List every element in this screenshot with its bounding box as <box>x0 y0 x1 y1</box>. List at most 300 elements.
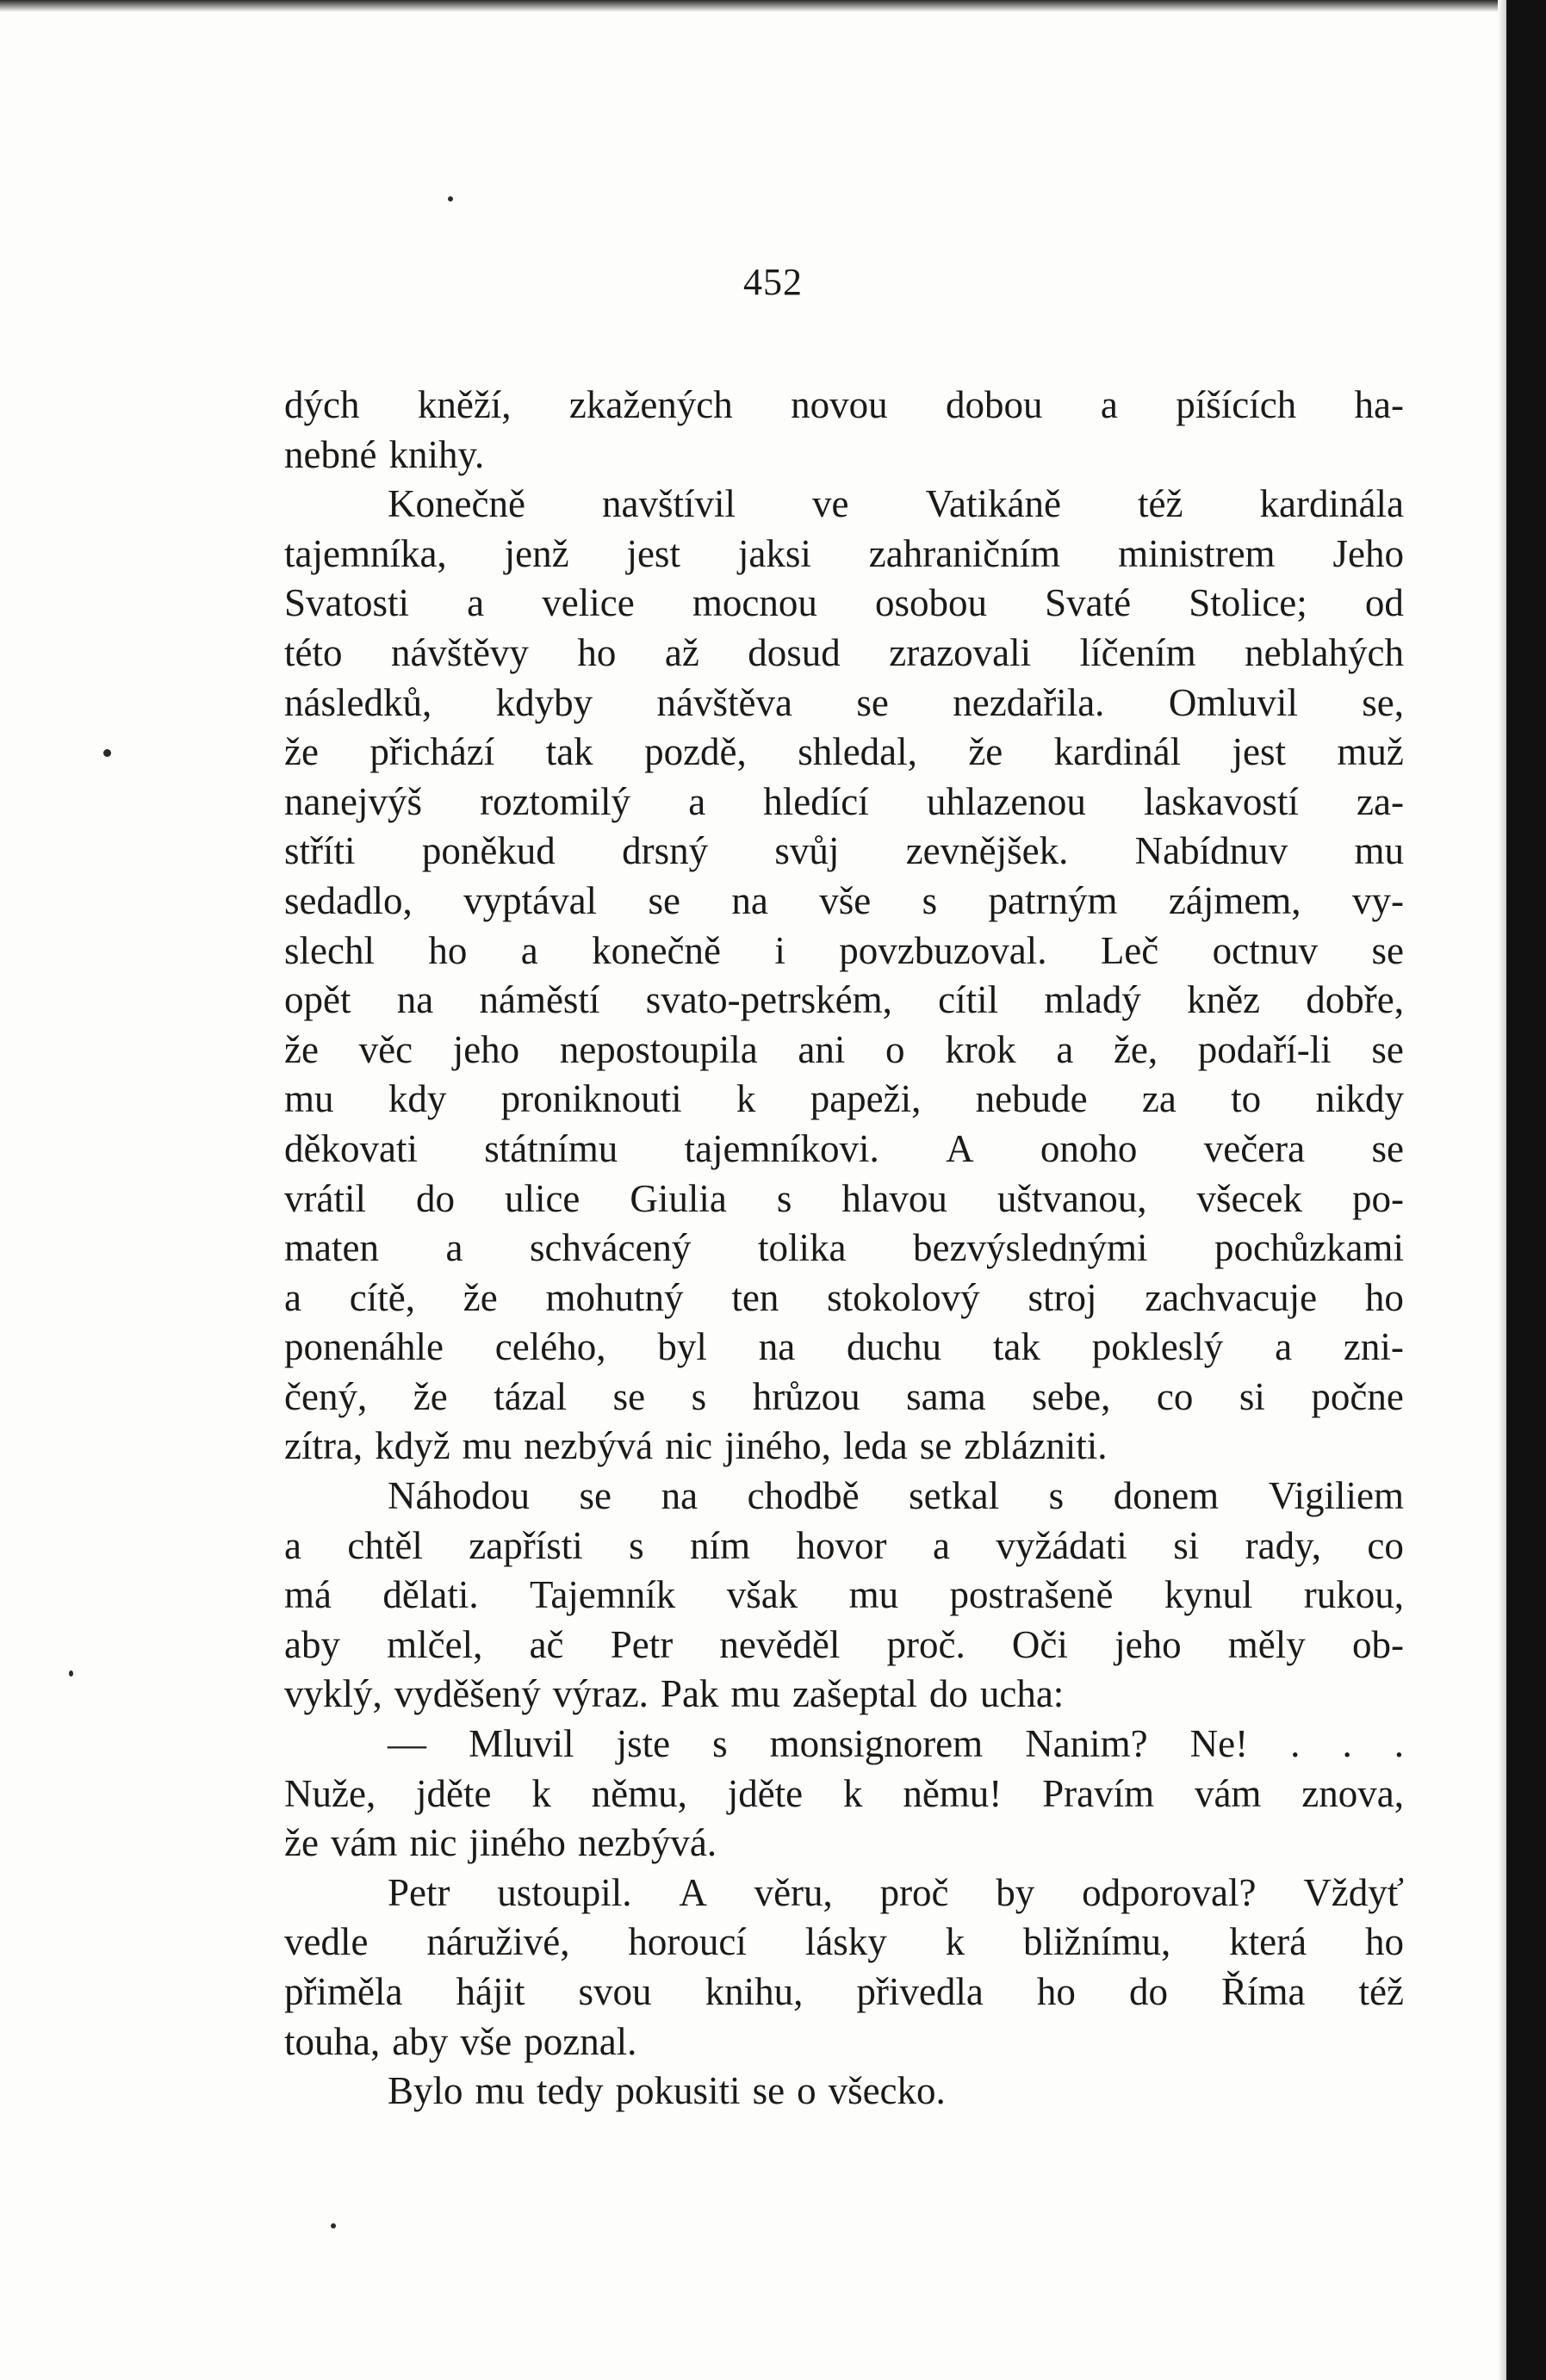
word: zkažených <box>568 383 733 426</box>
word: se <box>1371 1027 1404 1071</box>
word: postrašeně <box>949 1573 1114 1617</box>
text-line <box>284 1720 1404 1770</box>
word: tajemníka, <box>284 531 447 575</box>
word: a <box>520 928 538 972</box>
word: kynul <box>1164 1573 1253 1617</box>
text-line <box>284 480 1404 530</box>
text-line <box>284 579 1404 629</box>
word: návštěvy <box>390 630 529 674</box>
word: k <box>945 1920 965 1964</box>
word: že <box>284 730 319 774</box>
word: nepostoupila <box>559 1027 758 1071</box>
word: velice <box>542 581 635 625</box>
word: konečně <box>592 928 721 972</box>
word: a <box>284 1275 301 1319</box>
word: by <box>996 1870 1035 1914</box>
word: maten <box>284 1226 379 1270</box>
word: ním <box>690 1523 751 1567</box>
word: byl <box>657 1325 707 1369</box>
word: ho <box>1036 1970 1076 2013</box>
word: věru, <box>754 1870 833 1914</box>
word: pochůzkami <box>1214 1226 1404 1270</box>
word: Svatosti <box>284 581 410 625</box>
word: se <box>1371 928 1404 972</box>
word: hájit <box>456 1970 525 2013</box>
word: i <box>774 928 785 972</box>
word: však <box>726 1573 798 1617</box>
word: má <box>284 1573 332 1617</box>
text-line <box>284 1621 1404 1670</box>
word: touha, <box>284 2019 381 2063</box>
word: shledal, <box>798 730 917 774</box>
word: podaří-li <box>1197 1027 1332 1071</box>
word: s <box>691 1374 707 1418</box>
word: mlčel, <box>387 1622 483 1666</box>
word: tak <box>545 730 593 774</box>
word: k <box>736 1077 756 1121</box>
text-line <box>284 877 1404 927</box>
word: státnímu <box>484 1126 618 1170</box>
word: A <box>946 1126 974 1170</box>
text-line <box>284 1571 1404 1621</box>
word: všecko. <box>828 2069 946 2113</box>
word: mu <box>848 1573 899 1617</box>
word: onoho <box>1040 1126 1138 1170</box>
word: kněz <box>1187 978 1261 1022</box>
word: až <box>664 630 699 674</box>
word: nanejvýš <box>284 779 422 823</box>
word: opět <box>284 978 351 1022</box>
word: přivedla <box>856 1970 984 2013</box>
word: vše <box>819 878 872 922</box>
word: po- <box>1351 1176 1404 1220</box>
word: horoucí <box>628 1920 747 1964</box>
word: rady, <box>1245 1523 1321 1567</box>
text-line <box>284 728 1404 778</box>
word: duchu <box>847 1325 942 1369</box>
word: večera <box>1203 1126 1306 1170</box>
word: jiného, <box>724 1424 831 1468</box>
word: se <box>579 1474 612 1518</box>
word: se <box>1371 1126 1404 1170</box>
word: ve <box>812 482 849 526</box>
word: této <box>284 630 343 674</box>
word: Mluvil <box>469 1722 574 1766</box>
word: přiměla <box>284 1970 403 2013</box>
word: vyděšený <box>394 1672 541 1716</box>
word: jeho <box>452 1027 520 1071</box>
word: k <box>842 1771 863 1815</box>
word: cítil <box>938 978 999 1022</box>
print-speck <box>448 196 453 201</box>
word: věc <box>358 1027 413 1071</box>
word: též <box>1138 482 1183 526</box>
text-line <box>284 1869 1404 1918</box>
word: jiného <box>469 1821 566 1865</box>
word: zašeptal <box>792 1672 917 1716</box>
word: mu <box>730 1672 780 1716</box>
word: . <box>1342 1722 1352 1766</box>
page-binding-edge <box>1506 0 1546 2380</box>
word: přichází <box>369 730 495 774</box>
text-line <box>284 1422 1404 1472</box>
text-line <box>284 1125 1404 1175</box>
word: jste <box>616 1722 671 1766</box>
word: náruživé, <box>426 1920 570 1964</box>
word: a <box>445 1226 463 1270</box>
word: mu <box>475 2069 525 2113</box>
text-line <box>284 927 1404 976</box>
word: stokolový <box>827 1275 980 1319</box>
word: nevěděl <box>719 1622 841 1666</box>
word: Vatikáně <box>925 482 1061 526</box>
text-line <box>284 629 1404 679</box>
word: na <box>661 1474 698 1518</box>
text-line <box>284 1968 1404 2017</box>
word: náměstí <box>479 978 600 1022</box>
word: ten <box>731 1275 779 1319</box>
word: počne <box>1311 1374 1404 1418</box>
text-line <box>284 1522 1404 1571</box>
text-line <box>284 976 1404 1026</box>
word: muž <box>1337 730 1404 774</box>
word: stříti <box>284 829 356 873</box>
word: monsignorem <box>769 1722 984 1766</box>
word: od <box>1364 581 1404 625</box>
word: Pravím <box>1042 1771 1155 1815</box>
word: vám <box>1194 1771 1262 1815</box>
word: Stolice; <box>1189 581 1307 625</box>
word: zrazovali <box>889 630 1032 674</box>
word: lásky <box>804 1920 887 1964</box>
word: ustoupil. <box>497 1870 632 1914</box>
word: sedadlo, <box>284 878 413 922</box>
word: co <box>1367 1523 1404 1567</box>
word: ač <box>529 1622 564 1666</box>
word: píšících <box>1176 383 1297 426</box>
text-line <box>284 778 1404 827</box>
word: o <box>797 2069 816 2113</box>
word: kněží, <box>417 383 512 426</box>
word: A <box>679 1870 707 1914</box>
word: pokusiti <box>615 2069 741 2113</box>
word: ponenáhle <box>284 1325 444 1369</box>
word: čený, <box>284 1374 368 1418</box>
word: odporoval? <box>1082 1870 1257 1914</box>
word: tak <box>992 1325 1040 1369</box>
word: chtěl <box>347 1523 423 1567</box>
word: to <box>1231 1077 1262 1121</box>
word: za <box>1141 1077 1177 1121</box>
word: bližnímu, <box>1023 1920 1171 1964</box>
word: zítra, <box>284 1424 363 1468</box>
word: sebe, <box>1032 1374 1111 1418</box>
word: vám <box>330 1821 398 1865</box>
text-line <box>284 530 1404 580</box>
word: ho <box>1365 1920 1404 1964</box>
text-line <box>284 381 1404 431</box>
word: líčením <box>1079 630 1196 674</box>
body-text <box>284 381 1404 2117</box>
word: povzbuzoval. <box>839 928 1047 972</box>
word: Tajemník <box>529 1573 676 1617</box>
word: všecek <box>1196 1176 1302 1220</box>
word: když <box>375 1424 450 1468</box>
word: ucha: <box>979 1672 1065 1716</box>
word: zájmem, <box>1168 878 1301 922</box>
text-line <box>284 1918 1404 1968</box>
word: nikdy <box>1315 1077 1404 1121</box>
word: tedy <box>537 2069 604 2113</box>
word: Petr <box>388 1870 450 1914</box>
word: do <box>928 1672 968 1716</box>
word: poněkud <box>421 829 556 873</box>
text-line <box>284 1819 1404 1869</box>
word: Náhodou <box>388 1474 530 1518</box>
word: novou <box>791 383 888 426</box>
text-line <box>284 431 1404 480</box>
word: že <box>968 730 1003 774</box>
word: cítě, <box>349 1275 415 1319</box>
word: zachvacuje <box>1145 1275 1318 1319</box>
word: bezvýslednými <box>913 1226 1148 1270</box>
text-line <box>284 1323 1404 1373</box>
word: dobře, <box>1306 978 1404 1022</box>
word: Jeho <box>1332 531 1404 575</box>
word: proč <box>879 1870 949 1914</box>
word: jděte <box>416 1771 492 1815</box>
word: tolika <box>757 1226 847 1270</box>
word: Nabídnuv <box>1134 829 1288 873</box>
word: pozdě, <box>644 730 747 774</box>
word: nic <box>409 1821 457 1865</box>
word: Vigiliem <box>1268 1474 1404 1518</box>
word: slechl <box>284 928 375 972</box>
word: svůj <box>774 829 840 873</box>
word: ho <box>577 630 617 674</box>
word: němu! <box>903 1771 1003 1815</box>
word: vedle <box>284 1920 369 1964</box>
word: ministrem <box>1118 531 1276 575</box>
word: Svaté <box>1045 581 1132 625</box>
word: stroj <box>1028 1275 1097 1319</box>
word: proč. <box>886 1622 965 1666</box>
word: mu <box>462 1424 512 1468</box>
word: a <box>1275 1325 1293 1369</box>
word: na <box>758 1325 796 1369</box>
word: hlavou <box>841 1176 947 1220</box>
word: a <box>1056 1027 1074 1071</box>
word: Říma <box>1220 1970 1306 2013</box>
word: vše <box>460 2019 512 2063</box>
word: ani <box>798 1027 846 1071</box>
word: s <box>922 878 938 922</box>
word: s <box>712 1722 728 1766</box>
word: nezbývá. <box>577 1821 717 1865</box>
word: donem <box>1113 1474 1220 1518</box>
word: a <box>284 1523 301 1567</box>
word: kdy <box>388 1077 447 1121</box>
word: hrůzou <box>752 1374 860 1418</box>
word: knihu, <box>705 1970 804 2013</box>
word: též <box>1358 1970 1404 2013</box>
word: němu, <box>591 1771 687 1815</box>
text-line <box>284 1026 1404 1075</box>
word: návštěva <box>656 680 792 724</box>
word: kdyby <box>495 680 593 724</box>
word: mocnou <box>692 581 817 625</box>
word: Ne! <box>1189 1722 1249 1766</box>
word: vyžádati <box>996 1523 1127 1567</box>
word: zevnějšek. <box>905 829 1069 873</box>
word: ho <box>428 928 468 972</box>
word: vyptával <box>463 878 598 922</box>
word: nebude <box>975 1077 1088 1121</box>
word: ulice <box>504 1176 581 1220</box>
word: s <box>776 1176 792 1220</box>
word: Pak <box>660 1672 719 1716</box>
word: dobou <box>946 383 1043 426</box>
word: aby <box>392 2019 449 2063</box>
word: děkovati <box>284 1126 418 1170</box>
word: uštvanou, <box>997 1176 1147 1220</box>
word: navštívil <box>601 482 736 526</box>
word: zblázniti. <box>964 1424 1108 1468</box>
word: a <box>1100 383 1118 426</box>
word: vrátil <box>284 1176 366 1220</box>
word: že <box>284 1027 319 1071</box>
word: si <box>1239 1374 1265 1418</box>
word: hovor <box>796 1523 887 1567</box>
word: o <box>885 1027 905 1071</box>
word: Petr <box>610 1622 674 1666</box>
word: Nuže, <box>284 1771 376 1815</box>
word: svato-petrském, <box>645 978 892 1022</box>
word: roztomilý <box>480 779 631 823</box>
word: jenž <box>504 531 569 575</box>
word: se <box>612 1374 646 1418</box>
word: zni- <box>1343 1325 1404 1369</box>
word: dělati. <box>382 1573 479 1617</box>
word: jest <box>1232 730 1287 774</box>
word: se <box>648 878 680 922</box>
text-line <box>284 827 1404 877</box>
word: octnuv <box>1212 928 1319 972</box>
word: celého, <box>494 1325 606 1369</box>
word: co <box>1156 1374 1194 1418</box>
word: jděte <box>727 1771 804 1815</box>
text-line <box>284 1472 1404 1522</box>
word: si <box>1173 1523 1200 1567</box>
print-speck <box>69 1670 73 1677</box>
word: mladý <box>1044 978 1141 1022</box>
word: se, <box>1362 680 1404 724</box>
word: následků, <box>284 680 432 724</box>
word: neblahých <box>1245 630 1404 674</box>
word: Konečně <box>388 482 525 526</box>
word: osobou <box>875 581 988 625</box>
word: že <box>463 1275 498 1319</box>
word: vy- <box>1351 878 1404 922</box>
word: rukou, <box>1303 1573 1404 1617</box>
word: za- <box>1357 779 1404 823</box>
print-speck <box>331 2223 336 2228</box>
text-line <box>284 1224 1404 1274</box>
word: se <box>919 1424 953 1468</box>
text-line <box>284 1670 1404 1720</box>
word: na <box>396 978 434 1022</box>
word: s <box>1048 1474 1065 1518</box>
word: zapřísti <box>469 1523 583 1567</box>
word: Vždyť <box>1303 1870 1404 1914</box>
word: . <box>1290 1722 1301 1766</box>
word: jeho <box>1114 1622 1182 1666</box>
word: hledící <box>763 779 869 823</box>
text-line <box>284 2067 1404 2117</box>
word: knihy. <box>388 432 485 476</box>
word: že <box>284 1821 319 1865</box>
word: Giulia <box>630 1176 727 1220</box>
word: proniknouti <box>500 1077 682 1121</box>
word: tajemníkovi. <box>684 1126 879 1170</box>
word: a <box>932 1523 950 1567</box>
word: chodbě <box>747 1474 860 1518</box>
word: do <box>415 1176 455 1220</box>
word: pokleslý <box>1091 1325 1224 1369</box>
word: která <box>1229 1920 1307 1964</box>
page-edge-gradient <box>1498 0 1506 2380</box>
text-line <box>284 1274 1404 1323</box>
word: . <box>1394 1722 1404 1766</box>
word: drsný <box>622 829 709 873</box>
word: znova, <box>1301 1771 1404 1815</box>
word: měly <box>1227 1622 1306 1666</box>
word: setkal <box>909 1474 1000 1518</box>
print-speck <box>103 749 111 757</box>
word: — <box>388 1722 426 1766</box>
page-number: 452 <box>743 261 803 303</box>
word: nic <box>665 1424 713 1468</box>
word: dých <box>284 383 360 426</box>
word: aby <box>284 1622 340 1666</box>
text-line <box>284 1175 1404 1224</box>
word: do <box>1128 1970 1168 2013</box>
word: a <box>467 581 485 625</box>
text-line <box>284 1373 1404 1422</box>
word: nebné <box>284 432 377 476</box>
text-line <box>284 1770 1404 1819</box>
word: ho <box>1364 1275 1404 1319</box>
word: kardinál <box>1053 730 1182 774</box>
word: Omluvil <box>1168 680 1298 724</box>
word: mohutný <box>545 1275 684 1319</box>
page-top-shadow <box>0 0 1506 12</box>
word: a <box>688 779 706 823</box>
word: poznal. <box>524 2019 637 2063</box>
word: Bylo <box>388 2069 463 2113</box>
text-line <box>284 2017 1404 2067</box>
word: výraz. <box>552 1672 649 1716</box>
word: mu <box>1354 829 1404 873</box>
word: nezbývá <box>524 1424 654 1468</box>
word: s <box>629 1523 644 1567</box>
word: ha- <box>1354 383 1404 426</box>
word: Oči <box>1011 1622 1068 1666</box>
word: Nanim? <box>1025 1722 1148 1766</box>
word: zahraničním <box>868 531 1061 575</box>
word: sama <box>906 1374 986 1418</box>
word: jaksi <box>737 531 811 575</box>
